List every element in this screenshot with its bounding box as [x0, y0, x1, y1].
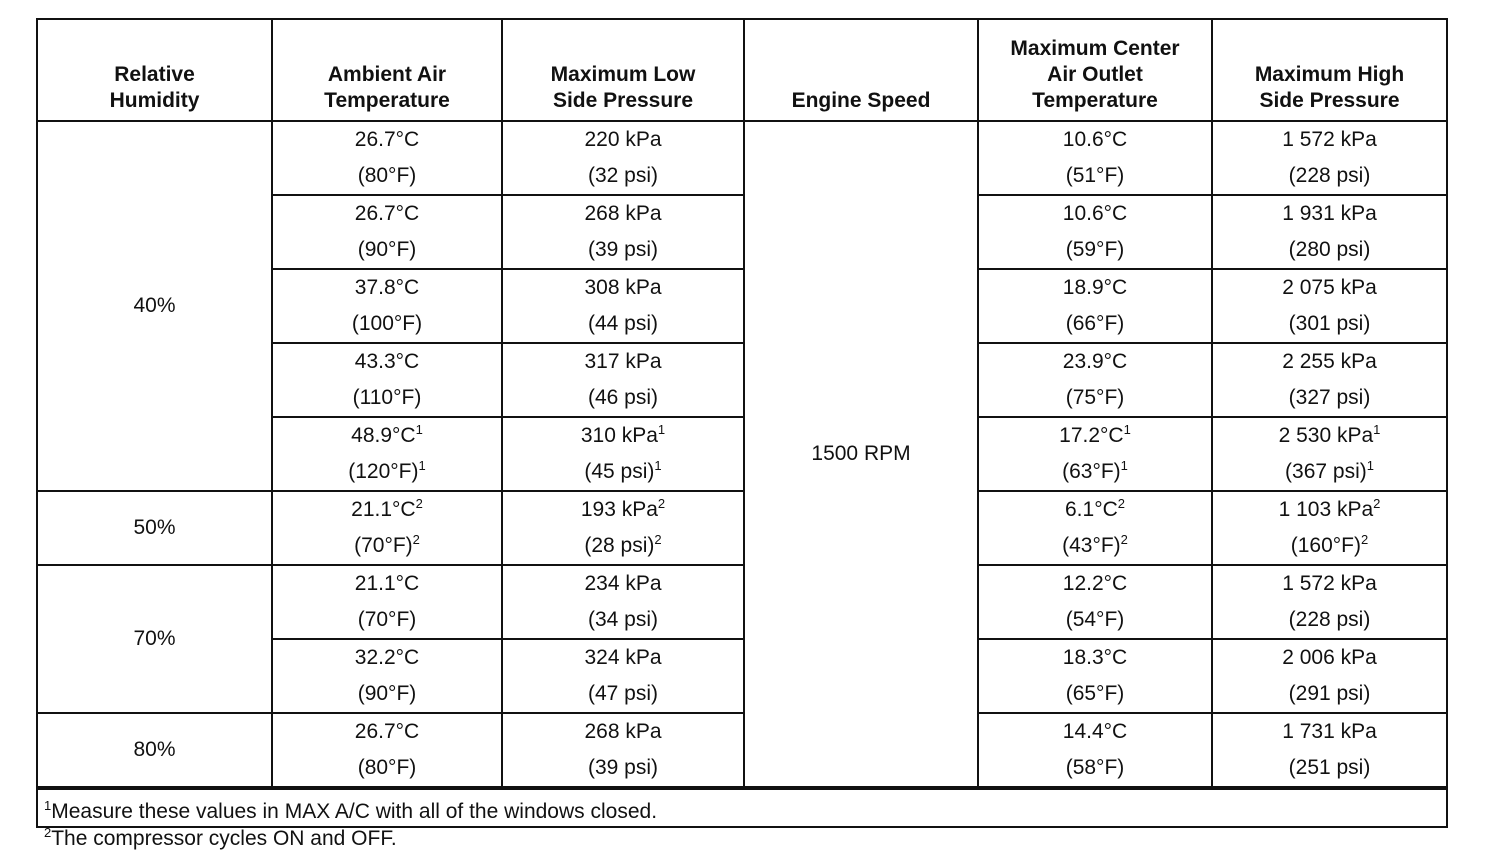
high-side-cell: 1 731 kPa (251 psi)	[1212, 713, 1446, 787]
humidity-cell: 50%	[38, 491, 272, 565]
high-side-cell: 2 075 kPa (301 psi)	[1212, 269, 1446, 343]
footnote-2: $^2$The compressor cycles ON and OFF.	[44, 825, 397, 850]
outlet-cell: $17.2^\circ C^1$ $(63^\circ F)^1$	[978, 417, 1212, 491]
outlet-cell: 10.6°C (59°F)	[978, 195, 1212, 269]
low-side-cell: 234 kPa (34 psi)	[502, 565, 744, 639]
ambient-cell: 37.8°C (100°F)	[272, 269, 502, 343]
table-row	[38, 713, 1446, 787]
humidity-cell: 70%	[38, 565, 272, 713]
header-relative-humidity: Relative Humidity	[38, 20, 272, 121]
outlet-cell: 12.2°C (54°F)	[978, 565, 1212, 639]
footnote-ref: 2	[415, 496, 423, 511]
footnote-1: $^1$Measure these values in MAX A/C with all of the windows closed.	[44, 798, 658, 823]
ambient-cell: 26.7°C (80°F)	[272, 121, 502, 195]
ambient-cell: 43.3°C (110°F)	[272, 343, 502, 417]
footnote-ref: 1	[1120, 458, 1128, 473]
table-row	[38, 121, 1446, 195]
humidity-cell: 40%	[38, 121, 272, 491]
ambient-cell: $21.1^\circ C^2$ $(70^\circ F)^2$	[272, 491, 502, 565]
header-engine-speed: Engine Speed	[744, 20, 978, 121]
footnote-ref: 1	[1373, 422, 1381, 437]
low-side-cell: 317 kPa (46 psi)	[502, 343, 744, 417]
low-side-cell: 220 kPa (32 psi)	[502, 121, 744, 195]
table-row	[38, 565, 1446, 639]
footnotes	[38, 788, 1446, 852]
footnote-ref: 2	[1120, 532, 1128, 547]
low-side-cell: 268 kPa (39 psi)	[502, 195, 744, 269]
table-row	[38, 491, 1446, 565]
outlet-cell: 10.6°C (51°F)	[978, 121, 1212, 195]
low-side-cell: 324 kPa (47 psi)	[502, 639, 744, 713]
footnote-ref: 1	[1366, 458, 1374, 473]
ambient-cell: 32.2°C (90°F)	[272, 639, 502, 713]
high-side-cell: 2 530 kPa$^1$ (367 psi)$^1$	[1212, 417, 1446, 491]
outlet-cell: 14.4°C (58°F)	[978, 713, 1212, 787]
footnote-ref: 2	[1361, 532, 1369, 547]
low-side-cell: 310 kPa$^1$ (45 psi)$^1$	[502, 417, 744, 491]
high-side-cell: 1 103 kPa$^2$ $(160^\circ F)^2$	[1212, 491, 1446, 565]
ambient-cell: 26.7°C (80°F)	[272, 713, 502, 787]
high-side-cell: 2 255 kPa (327 psi)	[1212, 343, 1446, 417]
header-max-center-air-outlet-temperature: Maximum Center Air Outlet Temperature	[978, 20, 1212, 121]
high-side-cell: 1 572 kPa (228 psi)	[1212, 121, 1446, 195]
header-max-low-side-pressure: Maximum Low Side Pressure	[502, 20, 744, 121]
footnote-ref: 2	[1373, 496, 1381, 511]
footnote-ref: 1	[415, 422, 423, 437]
high-side-cell: 2 006 kPa (291 psi)	[1212, 639, 1446, 713]
low-side-cell: 268 kPa (39 psi)	[502, 713, 744, 787]
outlet-cell: 23.9°C (75°F)	[978, 343, 1212, 417]
high-side-cell: 1 931 kPa (280 psi)	[1212, 195, 1446, 269]
footnote-ref: 1	[1123, 422, 1131, 437]
footnote-ref: 1	[418, 458, 426, 473]
header-ambient-air-temperature: Ambient Air Temperature	[272, 20, 502, 121]
ambient-cell: 26.7°C (90°F)	[272, 195, 502, 269]
engine-speed-cell: 1500 RPM	[744, 121, 978, 787]
footnote-ref: 2	[654, 532, 662, 547]
ambient-cell: 21.1°C (70°F)	[272, 565, 502, 639]
footnote-ref: 1	[654, 458, 662, 473]
humidity-cell: 80%	[38, 713, 272, 787]
low-side-cell: 308 kPa (44 psi)	[502, 269, 744, 343]
footnote-ref: 2	[412, 532, 420, 547]
high-side-cell: 1 572 kPa (228 psi)	[1212, 565, 1446, 639]
footnote-ref: 2	[657, 496, 666, 511]
outlet-cell: 18.3°C (65°F)	[978, 639, 1212, 713]
header-max-high-side-pressure: Maximum High Side Pressure	[1212, 20, 1446, 121]
ac-performance-table	[38, 20, 1446, 788]
ambient-cell: $48.9^\circ C^1$ $(120^\circ F)^1$	[272, 417, 502, 491]
outlet-cell: 18.9°C (66°F)	[978, 269, 1212, 343]
footnote-ref: 2	[1117, 496, 1125, 511]
low-side-cell: 193 kPa$^2$ (28 psi)$^2$	[502, 491, 744, 565]
performance-table-sheet	[36, 18, 1448, 850]
footnote-ref: 1	[657, 422, 666, 437]
header-row	[38, 20, 1446, 121]
outlet-cell: $6.1^\circ C^2$ $(43^\circ F)^2$	[978, 491, 1212, 565]
